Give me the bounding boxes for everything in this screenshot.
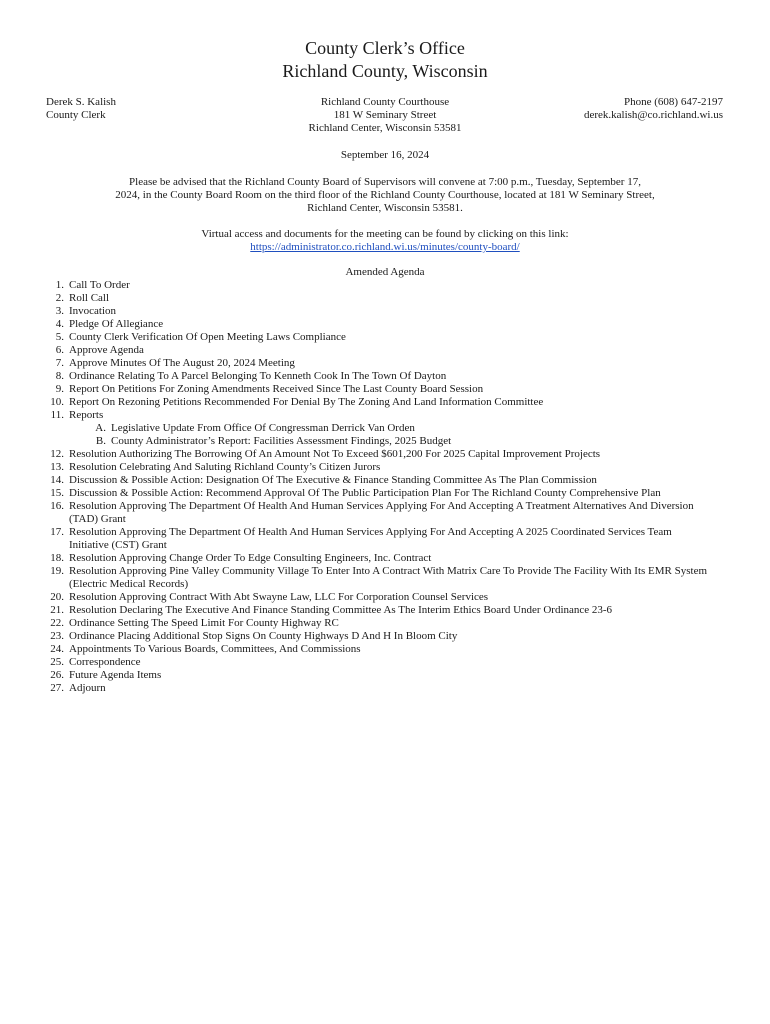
agenda-item [0,318,770,331]
agenda-item-text: Approve Minutes Of The August 20, 2024 Meeting [69,357,295,369]
agenda-item [0,448,770,461]
agenda-subitem [0,435,770,448]
agenda-item [0,526,770,552]
agenda-item-number: 12. [50,448,64,460]
agenda-item-text: Report On Rezoning Petitions Recommended For Denial By The Zoning And Land Information Committee [69,396,544,408]
agenda-item-number: 18. [50,552,64,564]
agenda-item-number: 27. [50,682,64,694]
agenda-item-text: Ordinance Relating To A Parcel Belonging To Kenneth Cook In The Town Of Dayton [69,370,447,382]
agenda-item [0,331,770,344]
agenda-item-text: Approve Agenda [69,344,144,356]
agenda-item-number: 15. [50,487,64,499]
agenda-item-number: 19. [50,565,64,577]
agenda-item-text: Appointments To Various Boards, Committees, And Commissions [69,643,361,655]
agenda-subitem-letter: A. [95,422,106,434]
agenda-item-number: 16. [50,500,64,512]
agenda-item [0,279,770,292]
agenda-item [0,591,770,604]
agenda-item [0,604,770,617]
agenda-item-text: County Clerk Verification Of Open Meeting Laws Compliance [69,331,346,343]
notice-line-1: Please be advised that the Richland County Board of Supervisors will convene at 7:00 p.m., Tuesday, September 17, [129,176,641,188]
agenda-item-text: Resolution Authorizing The Borrowing Of An Amount Not To Exceed $601,200 For 2025 Capital Improvement Projects [69,448,601,460]
agenda-item [0,409,770,422]
agenda-item-number: 5. [55,331,64,343]
agenda-item-number: 4. [55,318,64,330]
agenda-item [0,630,770,643]
email-address: derek.kalish@co.richland.wi.us [583,109,723,121]
office-title: County Clerk’s Office [305,38,465,58]
clerk-role: County Clerk [46,109,106,121]
address-line-3: Richland Center, Wisconsin 53581 [308,122,462,134]
agenda-item [0,461,770,474]
agenda-item-text: Resolution Declaring The Executive And Finance Standing Committee As The Interim Ethics Board Under Ordinance 23-6 [69,604,613,616]
agenda-item [0,682,770,695]
agenda-item-text: Discussion & Possible Action: Designation Of The Executive & Finance Standing Committee As The Plan Commission [69,474,597,486]
agenda-item-number: 3. [55,305,64,317]
agenda-item-number: 14. [50,474,64,486]
agenda-item [0,643,770,656]
agenda-item-text: Ordinance Placing Additional Stop Signs On County Highways D And H In Bloom City [69,630,458,642]
contact-info [584,96,723,122]
agenda-list [0,279,770,695]
agenda-item-text: Resolution Approving Contract With Abt Swayne Law, LLC For Corporation Counsel Services [69,591,489,603]
agenda-item [0,357,770,370]
agenda-item-number: 8. [55,370,64,382]
address-line-1: Richland County Courthouse [320,96,450,108]
agenda-item-number: 25. [50,656,64,668]
document-date: September 16, 2024 [340,149,430,161]
agenda-item-number: 10. [50,396,64,408]
agenda-item-number: 26. [50,669,64,681]
agenda-item [0,669,770,682]
agenda-item-text: Roll Call [69,292,110,304]
agenda-item-number: 23. [50,630,64,642]
agenda-subitem [0,422,770,435]
agenda-item-number: 17. [50,526,64,538]
agenda-subitem-letter: B. [95,435,106,447]
agenda-item [0,500,770,526]
county-title: Richland County, Wisconsin [282,61,488,81]
notice-line-3: Richland Center, Wisconsin 53581. [307,202,463,214]
agenda-item-number: 7. [55,357,64,369]
agenda-item [0,396,770,409]
agenda-item-number: 21. [50,604,64,616]
agenda-item-text: Discussion & Possible Action: Recommend Approval Of The Public Participation Plan For The Richland County Comprehensive Plan [69,487,661,499]
agenda-item-number: 22. [50,617,64,629]
agenda-item [0,552,770,565]
virtual-access-text: Virtual access and documents for the meeting can be found by clicking on this link: [201,228,569,240]
agenda-item-text: Resolution Approving The Department Of Health And Human Services Applying For And Accepting A Treatment Alternatives And Diversion (TAD) Grant [69,500,694,525]
agenda-item-number: 9. [55,383,64,395]
agenda-item-number: 2. [55,292,64,304]
agenda-item [0,656,770,669]
agenda-item [0,344,770,357]
agenda-item-text: Report On Petitions For Zoning Amendments Received Since The Last County Board Session [69,383,484,395]
agenda-subitem-text: County Administrator’s Report: Facilities Assessment Findings, 2025 Budget [111,435,452,447]
agenda-item-text: Future Agenda Items [69,669,162,681]
phone-number: Phone (608) 647-2197 [624,96,723,108]
meeting-link[interactable]: https://administrator.co.richland.wi.us/minutes/county-board/ [250,241,520,253]
notice-line-2: 2024, in the County Board Room on the third floor of the Richland County Courthouse, located at 181 W Seminary Street, [115,189,655,201]
agenda-item-text: Adjourn [69,682,106,694]
agenda-item-text: Correspondence [69,656,141,668]
agenda-item-text: Resolution Approving The Department Of Health And Human Services Applying For And Accepting A 2025 Coordinated Services Team Initiative (CST) Grant [69,526,672,551]
agenda-item-text: Ordinance Setting The Speed Limit For County Highway RC [69,617,339,629]
agenda-item [0,383,770,396]
agenda-item-number: 1. [55,279,64,291]
agenda-item-text: Resolution Approving Change Order To Edge Consulting Engineers, Inc. Contract [69,552,432,564]
agenda-item-number: 13. [50,461,64,473]
agenda-item [0,474,770,487]
agenda-item-text: Resolution Celebrating And Saluting Richland County’s Citizen Jurors [69,461,381,473]
agenda-item-text: Resolution Approving Pine Valley Community Village To Enter Into A Contract With Matrix Care To Provide The Facility With Its EMR System (Electric Medical Records) [69,565,708,590]
clerk-name: Derek S. Kalish [46,96,116,108]
meeting-notice [40,176,730,215]
agenda-item-text: Pledge Of Allegiance [69,318,164,330]
agenda-item-text: Call To Order [69,279,130,291]
agenda-title: Amended Agenda [345,266,425,278]
agenda-item-text: Reports [69,409,104,421]
agenda-item [0,370,770,383]
agenda-item [0,305,770,318]
agenda-item-number: 11. [50,409,64,421]
agenda-item [0,617,770,630]
agenda-item-number: 24. [50,643,64,655]
address-line-2: 181 W Seminary Street [333,109,437,121]
agenda-item [0,292,770,305]
virtual-access [0,228,770,254]
agenda-subitem-text: Legislative Update From Office Of Congressman Derrick Van Orden [111,422,415,434]
agenda-item-number: 6. [55,344,64,356]
agenda-item-text: Invocation [69,305,117,317]
agenda-item [0,487,770,500]
agenda-item-number: 20. [50,591,64,603]
agenda-item [0,565,770,591]
